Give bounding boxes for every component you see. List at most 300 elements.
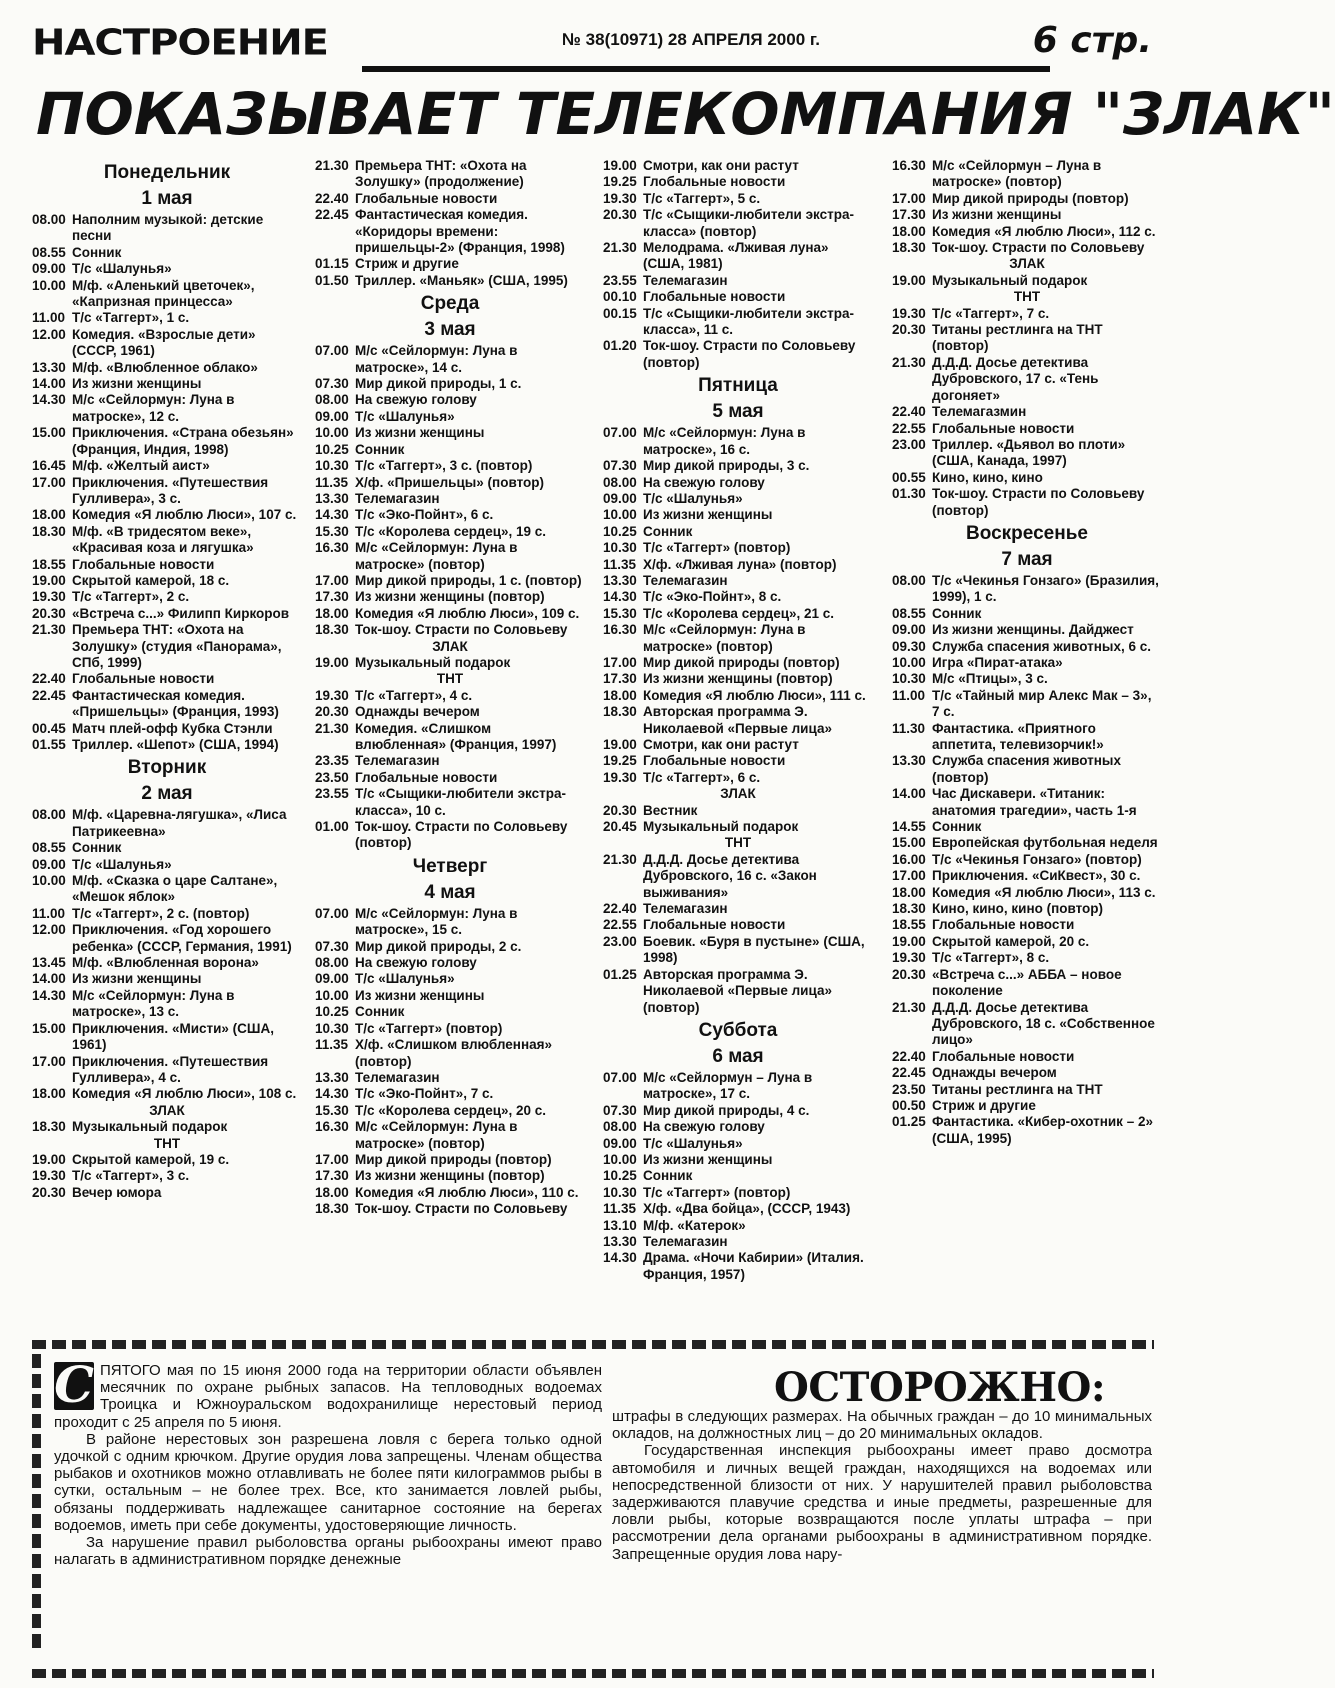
program-time: 19.00 — [315, 654, 349, 670]
program-title: Х/ф. «Слишком влюбленная» (повтор) — [355, 1037, 552, 1069]
program-time: 09.00 — [603, 1135, 637, 1151]
program-title: Фантастика. «Приятного аппетита, телевизорчик!» — [932, 720, 1104, 752]
program-entry — [892, 355, 1162, 404]
program-entry — [603, 1218, 873, 1234]
program-time: 15.00 — [32, 425, 66, 441]
program-entry — [32, 310, 302, 326]
program-time: 20.30 — [603, 207, 637, 223]
program-time: 17.00 — [315, 572, 349, 588]
program-time: 14.30 — [603, 1250, 637, 1266]
program-time: 22.40 — [892, 404, 926, 420]
program-title: Мир дикой природы, 1 с. — [355, 376, 522, 392]
program-title: Из жизни женщины — [643, 1151, 773, 1167]
program-entry — [892, 1082, 1162, 1098]
program-time: 08.00 — [315, 955, 349, 971]
program-title: Смотри, как они растут — [643, 158, 799, 173]
program-entry — [603, 671, 873, 687]
program-time: 10.00 — [32, 873, 66, 889]
program-time: 21.30 — [603, 851, 637, 867]
program-time: 20.30 — [32, 605, 66, 621]
program-title: Из жизни женщины — [355, 425, 485, 441]
program-time: 19.00 — [892, 933, 926, 949]
program-entry — [603, 967, 873, 1016]
program-time: 18.00 — [892, 884, 926, 900]
program-title: Телемагазмин — [932, 404, 1027, 420]
program-time: 19.25 — [603, 174, 637, 190]
program-entry — [32, 261, 302, 277]
program-entry — [892, 158, 1162, 191]
program-time: 23.35 — [315, 753, 349, 769]
program-title: М/с «Сейлормун: Луна в матроске» (повтор) — [355, 540, 518, 572]
program-entry — [315, 655, 585, 671]
program-time: 10.30 — [603, 1184, 637, 1200]
program-entry — [892, 606, 1162, 622]
program-title: М/с «Сейлормун: Луна в матроске» (повтор) — [643, 622, 806, 654]
program-entry — [603, 1103, 873, 1119]
program-time: 18.55 — [892, 917, 926, 933]
program-title: Сонник — [643, 1168, 693, 1184]
program-time: 18.30 — [315, 622, 349, 638]
program-entry — [32, 807, 302, 840]
program-entry — [603, 917, 873, 933]
program-time: 17.00 — [32, 474, 66, 490]
article-heading: ОСТОРОЖНО: — [774, 1364, 1106, 1411]
program-entry — [315, 1004, 585, 1020]
program-time: 19.30 — [32, 589, 66, 605]
program-entry — [315, 392, 585, 408]
program-entry — [892, 655, 1162, 671]
program-title: Телемагазин — [355, 753, 440, 769]
program-time: 11.00 — [32, 905, 66, 921]
program-time: 21.30 — [32, 622, 66, 638]
program-time: 20.30 — [892, 322, 926, 338]
program-entry — [892, 901, 1162, 917]
program-entry — [603, 1136, 873, 1152]
program-time: 01.55 — [32, 737, 66, 752]
program-time: 07.00 — [315, 343, 349, 359]
program-time: 11.35 — [315, 474, 349, 490]
program-time: 15.00 — [32, 1020, 66, 1036]
program-time: 01.15 — [315, 256, 349, 272]
channel-label: ТНТ — [153, 1135, 181, 1151]
program-entry — [32, 840, 302, 856]
article-paragraph: ПЯТОГО мая по 15 июня 2000 года на территории области объявлен месячник по охране рыбных запасов. На тепловодных водоемах Троицка и Южноуральском водохранилище нерестовый период проходит с 25 апреля по 5 июня. — [54, 1362, 602, 1431]
program-time: 17.00 — [892, 868, 926, 884]
program-title: М/с «Сейлормун: Луна в матроске», 16 с. — [643, 425, 806, 457]
program-entry — [603, 524, 873, 540]
program-title: Из жизни женщины — [643, 507, 773, 523]
program-time: 18.00 — [603, 687, 637, 703]
program-title: М/с «Сейлормун – Луна в матроске» (повтор) — [932, 158, 1102, 190]
program-entry — [32, 458, 302, 474]
program-entry — [603, 704, 873, 737]
program-entry — [315, 971, 585, 987]
program-time: 21.30 — [603, 240, 637, 256]
program-title: На свежую голову — [355, 392, 477, 408]
program-time: 18.30 — [892, 901, 926, 917]
program-title: Приключения. «Мисти» (США, 1961) — [72, 1020, 274, 1053]
program-entry — [603, 1119, 873, 1135]
program-entry — [32, 245, 302, 261]
program-entry — [315, 376, 585, 392]
program-time: 10.00 — [315, 425, 349, 441]
program-time: 22.45 — [892, 1065, 926, 1081]
program-title: Скрытой камерой, 18 с. — [72, 572, 230, 588]
program-title: Служба спасения животных (повтор) — [932, 753, 1121, 785]
program-entry — [32, 1168, 302, 1184]
program-title: Мир дикой природы, 3 с. — [643, 458, 810, 474]
program-title: Сонник — [355, 441, 405, 457]
program-title: Т/с «Таггерт», 3 с. — [72, 1168, 190, 1184]
program-title: Приключения. «Путешествия Гулливера», 4 с. — [72, 1053, 269, 1085]
program-title: Т/с «Тайный мир Алекс Мак – 3», 7 с. — [932, 687, 1152, 720]
day-heading: Вторник — [127, 757, 207, 779]
program-title: Приключения. «Путешествия Гулливера», 3 с. — [72, 474, 269, 506]
dashed-border-left — [32, 1354, 41, 1654]
date-heading: 7 мая — [1001, 548, 1053, 570]
program-time: 17.00 — [315, 1151, 349, 1167]
program-entry — [603, 540, 873, 556]
program-entry — [892, 885, 1162, 901]
program-title: Комедия. «Слишком влюбленная» (Франция, 1997) — [355, 720, 557, 752]
program-time: 18.30 — [32, 523, 66, 539]
program-entry — [315, 158, 585, 191]
program-time: 10.00 — [892, 654, 926, 670]
program-title: Комедия «Я люблю Люси», 113 с. — [932, 884, 1156, 900]
program-time: 22.45 — [315, 207, 349, 223]
program-time: 20.45 — [603, 819, 637, 835]
program-title: Т/с «Королева сердец», 20 с. — [355, 1102, 547, 1118]
dashed-border-top — [32, 1340, 1154, 1349]
program-title: Т/с «Чекинья Гонзаго» (Бразилия, 1999), 1 с. — [932, 572, 1159, 605]
program-entry — [32, 906, 302, 922]
program-time: 23.50 — [892, 1081, 926, 1097]
issue-number: № 38(10971) 28 АПРЕЛЯ 2000 г. — [562, 30, 820, 49]
program-title: Т/с «Сыщики-любители экстра-класса», 10 с. — [355, 786, 566, 818]
program-entry — [315, 906, 585, 939]
day-heading: Понедельник — [103, 162, 231, 183]
program-time: 15.30 — [603, 605, 637, 621]
program-title: На свежую голову — [643, 474, 765, 490]
program-entry — [892, 191, 1162, 207]
program-entry — [315, 688, 585, 704]
program-title: Боевик. «Буря в пустыне» (США, 1998) — [643, 933, 865, 966]
program-title: На свежую голову — [643, 1119, 765, 1135]
program-time: 10.30 — [892, 671, 926, 687]
program-title: Телемагазин — [643, 272, 728, 288]
program-title: Т/с «Таггерт», 6 с. — [643, 769, 761, 785]
program-title: Час Дискавери. «Титаник: анатомия трагедии», часть 1-я — [932, 786, 1137, 818]
program-entry — [603, 1185, 873, 1201]
program-title: Музыкальный подарок — [72, 1119, 228, 1135]
program-title: Т/с «Шалунья» — [72, 856, 172, 872]
schedule-column-1 — [32, 158, 302, 1201]
program-title: Т/с «Таггерт», 2 с. — [72, 589, 190, 605]
program-entry — [315, 589, 585, 605]
program-time: 18.30 — [315, 1201, 349, 1217]
program-time: 22.40 — [315, 190, 349, 206]
article-column-1 — [54, 1355, 602, 1569]
program-time: 23.00 — [892, 436, 926, 452]
program-entry — [32, 573, 302, 589]
program-time: 23.55 — [603, 272, 637, 288]
program-title: Смотри, как они растут — [643, 737, 799, 752]
program-entry — [32, 988, 302, 1021]
program-title: Игра «Пират-атака» — [932, 654, 1063, 670]
program-entry — [892, 852, 1162, 868]
program-entry — [603, 557, 873, 573]
program-title: Стриж и другие — [355, 256, 459, 272]
program-entry — [892, 404, 1162, 420]
program-entry — [315, 475, 585, 491]
program-entry — [32, 1119, 302, 1135]
program-entry — [315, 540, 585, 573]
program-time: 10.25 — [315, 1004, 349, 1020]
program-title: Из жизни женщины — [72, 376, 202, 392]
program-entry — [32, 857, 302, 873]
program-title: Музыкальный подарок — [643, 819, 799, 835]
program-entry — [892, 934, 1162, 950]
program-time: 01.25 — [892, 1114, 926, 1130]
program-title: Т/с «Эко-Пойнт», 8 с. — [643, 589, 782, 605]
program-time: 17.00 — [32, 1053, 66, 1069]
program-entry — [892, 322, 1162, 355]
program-time: 08.00 — [603, 1119, 637, 1135]
program-entry — [892, 470, 1162, 486]
program-entry — [315, 770, 585, 786]
program-entry — [32, 971, 302, 987]
program-time: 10.25 — [603, 1168, 637, 1184]
program-title: М/ф. «Влюбленное облако» — [72, 359, 258, 375]
program-title: Д.Д.Д. Досье детектива Дубровского, 18 с. «Собственное лицо» — [932, 999, 1155, 1048]
program-title: Приключения. «Страна обезьян» (Франция, Индия, 1998) — [72, 425, 294, 457]
program-title: Т/с «Королева сердец», 21 с. — [643, 605, 835, 621]
program-entry — [892, 967, 1162, 1000]
program-entry — [32, 1152, 302, 1168]
program-title: Сонник — [72, 840, 122, 856]
program-time: 14.00 — [32, 971, 66, 987]
program-time: 17.00 — [603, 654, 637, 670]
schedule-column-4 — [892, 158, 1162, 1147]
program-entry — [315, 1152, 585, 1168]
program-entry — [603, 819, 873, 835]
program-time: 08.00 — [603, 474, 637, 490]
program-title: Комедия «Я люблю Люси», 110 с. — [355, 1184, 579, 1200]
program-time: 19.30 — [603, 769, 637, 785]
program-entry — [892, 1000, 1162, 1049]
program-time: 19.30 — [892, 950, 926, 966]
program-entry — [603, 306, 873, 339]
program-title: М/с «Сейлормун – Луна в матроске», 17 с. — [643, 1069, 813, 1102]
program-title: Из жизни женщины — [932, 207, 1062, 223]
date-heading: 6 мая — [712, 1045, 764, 1067]
program-title: Ток-шоу. Страсти по Соловьеву (повтор) — [355, 819, 568, 851]
program-title: Глобальные новости — [72, 671, 215, 687]
program-title: Телемагазин — [355, 490, 440, 506]
program-entry — [603, 174, 873, 190]
program-title: М/ф. «Влюбленная ворона» — [72, 955, 259, 971]
program-title: Из жизни женщины (повтор) — [355, 589, 545, 605]
program-entry — [892, 688, 1162, 721]
program-time: 19.00 — [32, 1151, 66, 1167]
program-time: 16.30 — [892, 158, 926, 173]
program-time: 19.00 — [892, 272, 926, 288]
program-time: 22.40 — [603, 901, 637, 917]
program-entry — [603, 507, 873, 523]
program-time: 11.35 — [603, 556, 637, 572]
program-time: 00.55 — [892, 469, 926, 485]
program-entry — [892, 207, 1162, 223]
program-title: Стриж и другие — [932, 1097, 1036, 1113]
program-time: 21.30 — [892, 354, 926, 370]
channel-label: ТНТ — [436, 671, 464, 687]
program-time: 11.00 — [32, 310, 66, 326]
program-entry — [892, 671, 1162, 687]
program-title: Т/с «Таггерт», 3 с. (повтор) — [355, 458, 533, 474]
program-time: 07.00 — [603, 425, 637, 441]
program-entry — [892, 1098, 1162, 1114]
program-entry — [892, 786, 1162, 819]
program-title: Т/с «Таггерт» (повтор) — [355, 1020, 503, 1036]
program-title: Мелодрама. «Лживая луна» (США, 1981) — [643, 240, 829, 272]
program-time: 19.30 — [892, 305, 926, 321]
program-time: 09.00 — [32, 856, 66, 872]
program-entry — [315, 1070, 585, 1086]
program-title: Сонник — [72, 244, 122, 260]
program-title: Приключения. «СиКвест», 30 с. — [932, 868, 1141, 884]
program-title: Музыкальный подарок — [932, 272, 1088, 288]
program-title: Скрытой камерой, 19 с. — [72, 1151, 230, 1167]
program-title: «Встреча с...» АББА – новое поколение — [932, 966, 1122, 999]
program-time: 13.45 — [32, 955, 66, 971]
program-time: 18.00 — [32, 1086, 66, 1102]
drop-cap: С — [54, 1355, 94, 1414]
program-time: 01.50 — [315, 272, 349, 288]
program-entry — [315, 1021, 585, 1037]
program-title: Глобальные новости — [72, 556, 215, 572]
program-time: 23.00 — [603, 933, 637, 949]
program-entry — [315, 273, 585, 289]
program-entry — [603, 1168, 873, 1184]
program-title: Премьера ТНТ: «Охота на Золушку» (продолжение) — [355, 158, 527, 190]
program-entry — [315, 939, 585, 955]
program-time: 07.30 — [603, 1102, 637, 1118]
program-time: 23.55 — [315, 786, 349, 802]
program-time: 08.55 — [32, 840, 66, 856]
program-entry — [315, 721, 585, 754]
program-title: Комедия. «Взрослые дети» (СССР, 1961) — [72, 326, 256, 359]
program-title: Глобальные новости — [355, 769, 498, 785]
program-time: 16.30 — [603, 622, 637, 638]
program-time: 20.30 — [603, 802, 637, 818]
program-time: 10.25 — [603, 523, 637, 539]
program-time: 11.00 — [892, 687, 926, 703]
program-entry — [603, 1234, 873, 1250]
program-time: 13.30 — [315, 490, 349, 506]
program-entry — [32, 360, 302, 376]
program-entry — [603, 1070, 873, 1103]
program-entry — [603, 191, 873, 207]
program-entry — [892, 437, 1162, 470]
program-time: 08.55 — [892, 605, 926, 621]
date-heading: 4 мая — [424, 881, 476, 903]
program-title: Скрытой камерой, 20 с. — [932, 933, 1090, 949]
program-time: 17.00 — [892, 190, 926, 206]
program-time: 17.30 — [603, 671, 637, 687]
program-title: М/ф. «Аленький цветочек», «Капризная принцесса» — [72, 277, 255, 310]
program-time: 21.30 — [315, 720, 349, 736]
channel-label: ЗЛАК — [720, 786, 756, 802]
program-title: Наполним музыкой: детские песни — [72, 212, 264, 244]
program-title: Т/с «Таггерт», 7 с. — [932, 305, 1050, 321]
program-time: 18.30 — [32, 1119, 66, 1135]
program-time: 14.30 — [32, 392, 66, 408]
program-title: Т/с «Королева сердец», 19 с. — [355, 523, 547, 539]
program-title: Глобальные новости — [355, 190, 498, 206]
program-entry — [603, 737, 873, 753]
program-time: 07.00 — [603, 1069, 637, 1085]
program-entry — [32, 622, 302, 671]
fish-protection-article — [32, 1340, 1154, 1678]
program-title: Титаны рестлинга на ТНТ — [932, 1081, 1103, 1097]
program-entry — [892, 306, 1162, 322]
program-entry — [32, 425, 302, 458]
program-entry — [32, 606, 302, 622]
program-entry — [603, 753, 873, 769]
program-title: М/ф. «Катерок» — [643, 1217, 746, 1233]
program-time: 13.30 — [315, 1069, 349, 1085]
program-title: Т/с «Эко-Пойнт», 6 с. — [355, 507, 494, 523]
program-time: 14.30 — [315, 507, 349, 523]
program-entry — [32, 1086, 302, 1102]
program-entry — [32, 327, 302, 360]
program-entry — [603, 901, 873, 917]
program-entry — [603, 491, 873, 507]
program-time: 19.00 — [603, 737, 637, 752]
program-title: Т/с «Чекинья Гонзаго» (повтор) — [932, 851, 1142, 867]
program-time: 19.00 — [32, 572, 66, 588]
program-title: Т/с «Шалунья» — [72, 261, 172, 277]
program-time: 09.00 — [315, 408, 349, 424]
program-title: Авторская программа Э. Николаевой «Первые лица» (повтор) — [643, 966, 832, 1015]
program-time: 07.00 — [315, 905, 349, 921]
program-title: Вестник — [643, 802, 698, 818]
program-entry — [315, 256, 585, 272]
article-paragraph: За нарушение правил рыболовства органы рыбоохраны имеют право налагать в административном порядке денежные — [54, 1534, 602, 1569]
program-entry — [32, 688, 302, 721]
program-entry — [32, 671, 302, 687]
program-entry — [603, 934, 873, 967]
program-time: 16.00 — [892, 851, 926, 867]
program-title: Т/с «Таггерт», 5 с. — [643, 190, 761, 206]
program-entry — [32, 278, 302, 311]
program-time: 18.30 — [603, 704, 637, 720]
program-title: Из жизни женщины — [355, 987, 485, 1003]
program-title: Т/с «Таггерт», 8 с. — [932, 950, 1050, 966]
program-time: 19.30 — [315, 687, 349, 703]
program-time: 13.30 — [32, 359, 66, 375]
program-entry — [315, 988, 585, 1004]
program-time: 10.25 — [315, 441, 349, 457]
program-title: Премьера ТНТ: «Охота на Золушку» (студия «Панорама», СПб, 1999) — [72, 622, 282, 670]
program-time: 14.30 — [603, 589, 637, 605]
program-time: 12.00 — [32, 326, 66, 342]
program-time: 19.30 — [32, 1168, 66, 1184]
dashed-border-bottom — [32, 1669, 1154, 1678]
program-title: Т/с «Таггерт», 2 с. (повтор) — [72, 905, 250, 921]
program-entry — [32, 955, 302, 971]
program-entry — [32, 212, 302, 245]
